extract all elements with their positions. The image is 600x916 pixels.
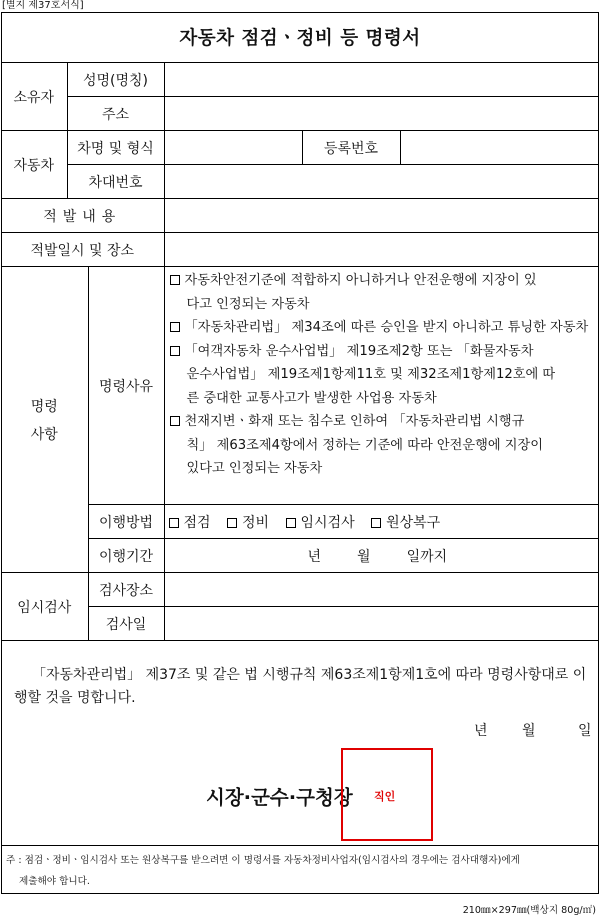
reason-text: 천재지변ㆍ화재 또는 침수로 인하여 「자동차관리법 시행규 [184,414,525,429]
order-statement: 「자동차관리법」 제37조 및 같은 법 시행규칙 제63조제1항제1호에 따라 명령사항대로 이행할 것을 명합니다. [14,667,587,706]
method-option-restoration[interactable] [371,515,440,531]
vehicle-section-label: 자동차 [1,131,67,199]
inspection-date-field[interactable] [164,607,599,641]
reason-text-cont: 른 중대한 교통사고가 발생한 사업용 자동차 [186,390,437,406]
vin-field[interactable] [164,165,599,199]
reason-checkbox[interactable] [170,275,180,285]
method-checkbox[interactable] [169,518,179,528]
reason-text-cont: 칙」 제63조제4항에서 정하는 기준에 따라 안전운행에 지장이 [186,437,544,453]
violation-datetime-label: 적발일시 및 장소 [1,233,164,267]
vin-label: 차대번호 [67,165,164,199]
order-section-label-line2: 사항 [30,426,58,443]
reason-text-cont: 운수사업법」 제19조제1항제11호 및 제32조제1항제12호에 따 [186,367,556,382]
reason-item [170,410,597,481]
order-section-label [1,267,88,573]
reason-text: 자동차안전기준에 적합하지 아니하거나 안전운행에 지장이 있 [184,273,537,288]
form-number: [별지 제37호서식] [2,0,84,11]
registration-number-label: 등록번호 [302,131,400,165]
reason-item [170,269,597,316]
order-section-label-line1: 명령 [30,398,58,415]
reason-item [170,340,597,411]
vehicle-model-field[interactable] [164,131,302,165]
violation-datetime-field[interactable] [164,233,599,267]
method-option-label: 정비 [242,514,270,531]
method-options [164,505,599,539]
registration-number-field[interactable] [400,131,599,165]
period-label: 이행기간 [88,539,164,573]
method-option-label: 원상복구 [386,514,441,531]
order-date-day: 일 [578,723,592,739]
inspection-section-label: 임시검사 [1,573,88,641]
note-line-2: 제출해야 합니다. [19,876,90,887]
method-checkbox[interactable] [371,518,381,528]
note-divider [1,845,599,846]
owner-address-label: 주소 [67,97,164,131]
order-date-year: 년 [474,723,488,739]
method-label: 이행방법 [88,505,164,539]
reason-checkbox[interactable] [170,322,180,332]
period-year: 년 [307,548,322,565]
page-title: 자동차 점검ㆍ정비 등 명령서 [179,28,421,49]
method-checkbox[interactable] [286,518,296,528]
reason-checkbox[interactable] [170,346,180,356]
owner-address-field[interactable] [164,97,599,131]
inspection-place-label: 검사장소 [88,573,164,607]
paper-size: 210㎜×297㎜(백상지 80g/㎡) [462,905,596,916]
order-form-table [1,62,599,641]
owner-section-label: 소유자 [1,63,67,131]
method-option-inspection[interactable] [169,515,211,531]
order-reason-label: 명령사유 [88,267,164,505]
method-option-maintenance[interactable] [227,515,269,531]
note [6,850,594,892]
method-option-label: 점검 [183,514,211,531]
violation-field[interactable] [164,199,599,233]
reason-item [170,316,597,340]
violation-label: 적발내용 [1,199,164,233]
method-option-label: 임시검사 [300,514,355,531]
method-checkbox[interactable] [227,518,237,528]
period-month: 월 [357,548,371,565]
seal-label: 직인 [374,790,396,803]
signer-title: 시장·군수·구청장 [206,786,353,809]
method-option-temporary-inspection[interactable] [286,515,355,531]
period-until: 일까지 [406,548,448,565]
order-date-month: 월 [522,723,536,739]
reason-text: 「여객자동차 운수사업법」 제19조제2항 또는 「화물자동차 [184,343,534,359]
owner-name-label: 성명(명칭) [67,63,164,97]
note-line-1: 주 : 점검ㆍ정비ㆍ임시검사 또는 원상복구를 받으려면 이 명령서를 자동차정비사업자(임시검사의 경우에는 검사대행자)에게 [6,855,520,866]
inspection-place-field[interactable] [164,573,599,607]
period-field[interactable] [164,539,599,573]
inspection-date-label: 검사일 [88,607,164,641]
reason-text-cont: 있다고 인정되는 자동차 [186,461,323,476]
reason-text-cont: 다고 인정되는 자동차 [186,296,310,312]
vehicle-model-label: 차명 및 형식 [67,131,164,165]
owner-name-field[interactable] [164,63,599,97]
reason-text: 「자동차관리법」 제34조에 따른 승인을 받지 아니하고 튜닝한 자동차 [184,320,589,335]
order-reasons [164,267,599,505]
reason-checkbox[interactable] [170,416,180,426]
